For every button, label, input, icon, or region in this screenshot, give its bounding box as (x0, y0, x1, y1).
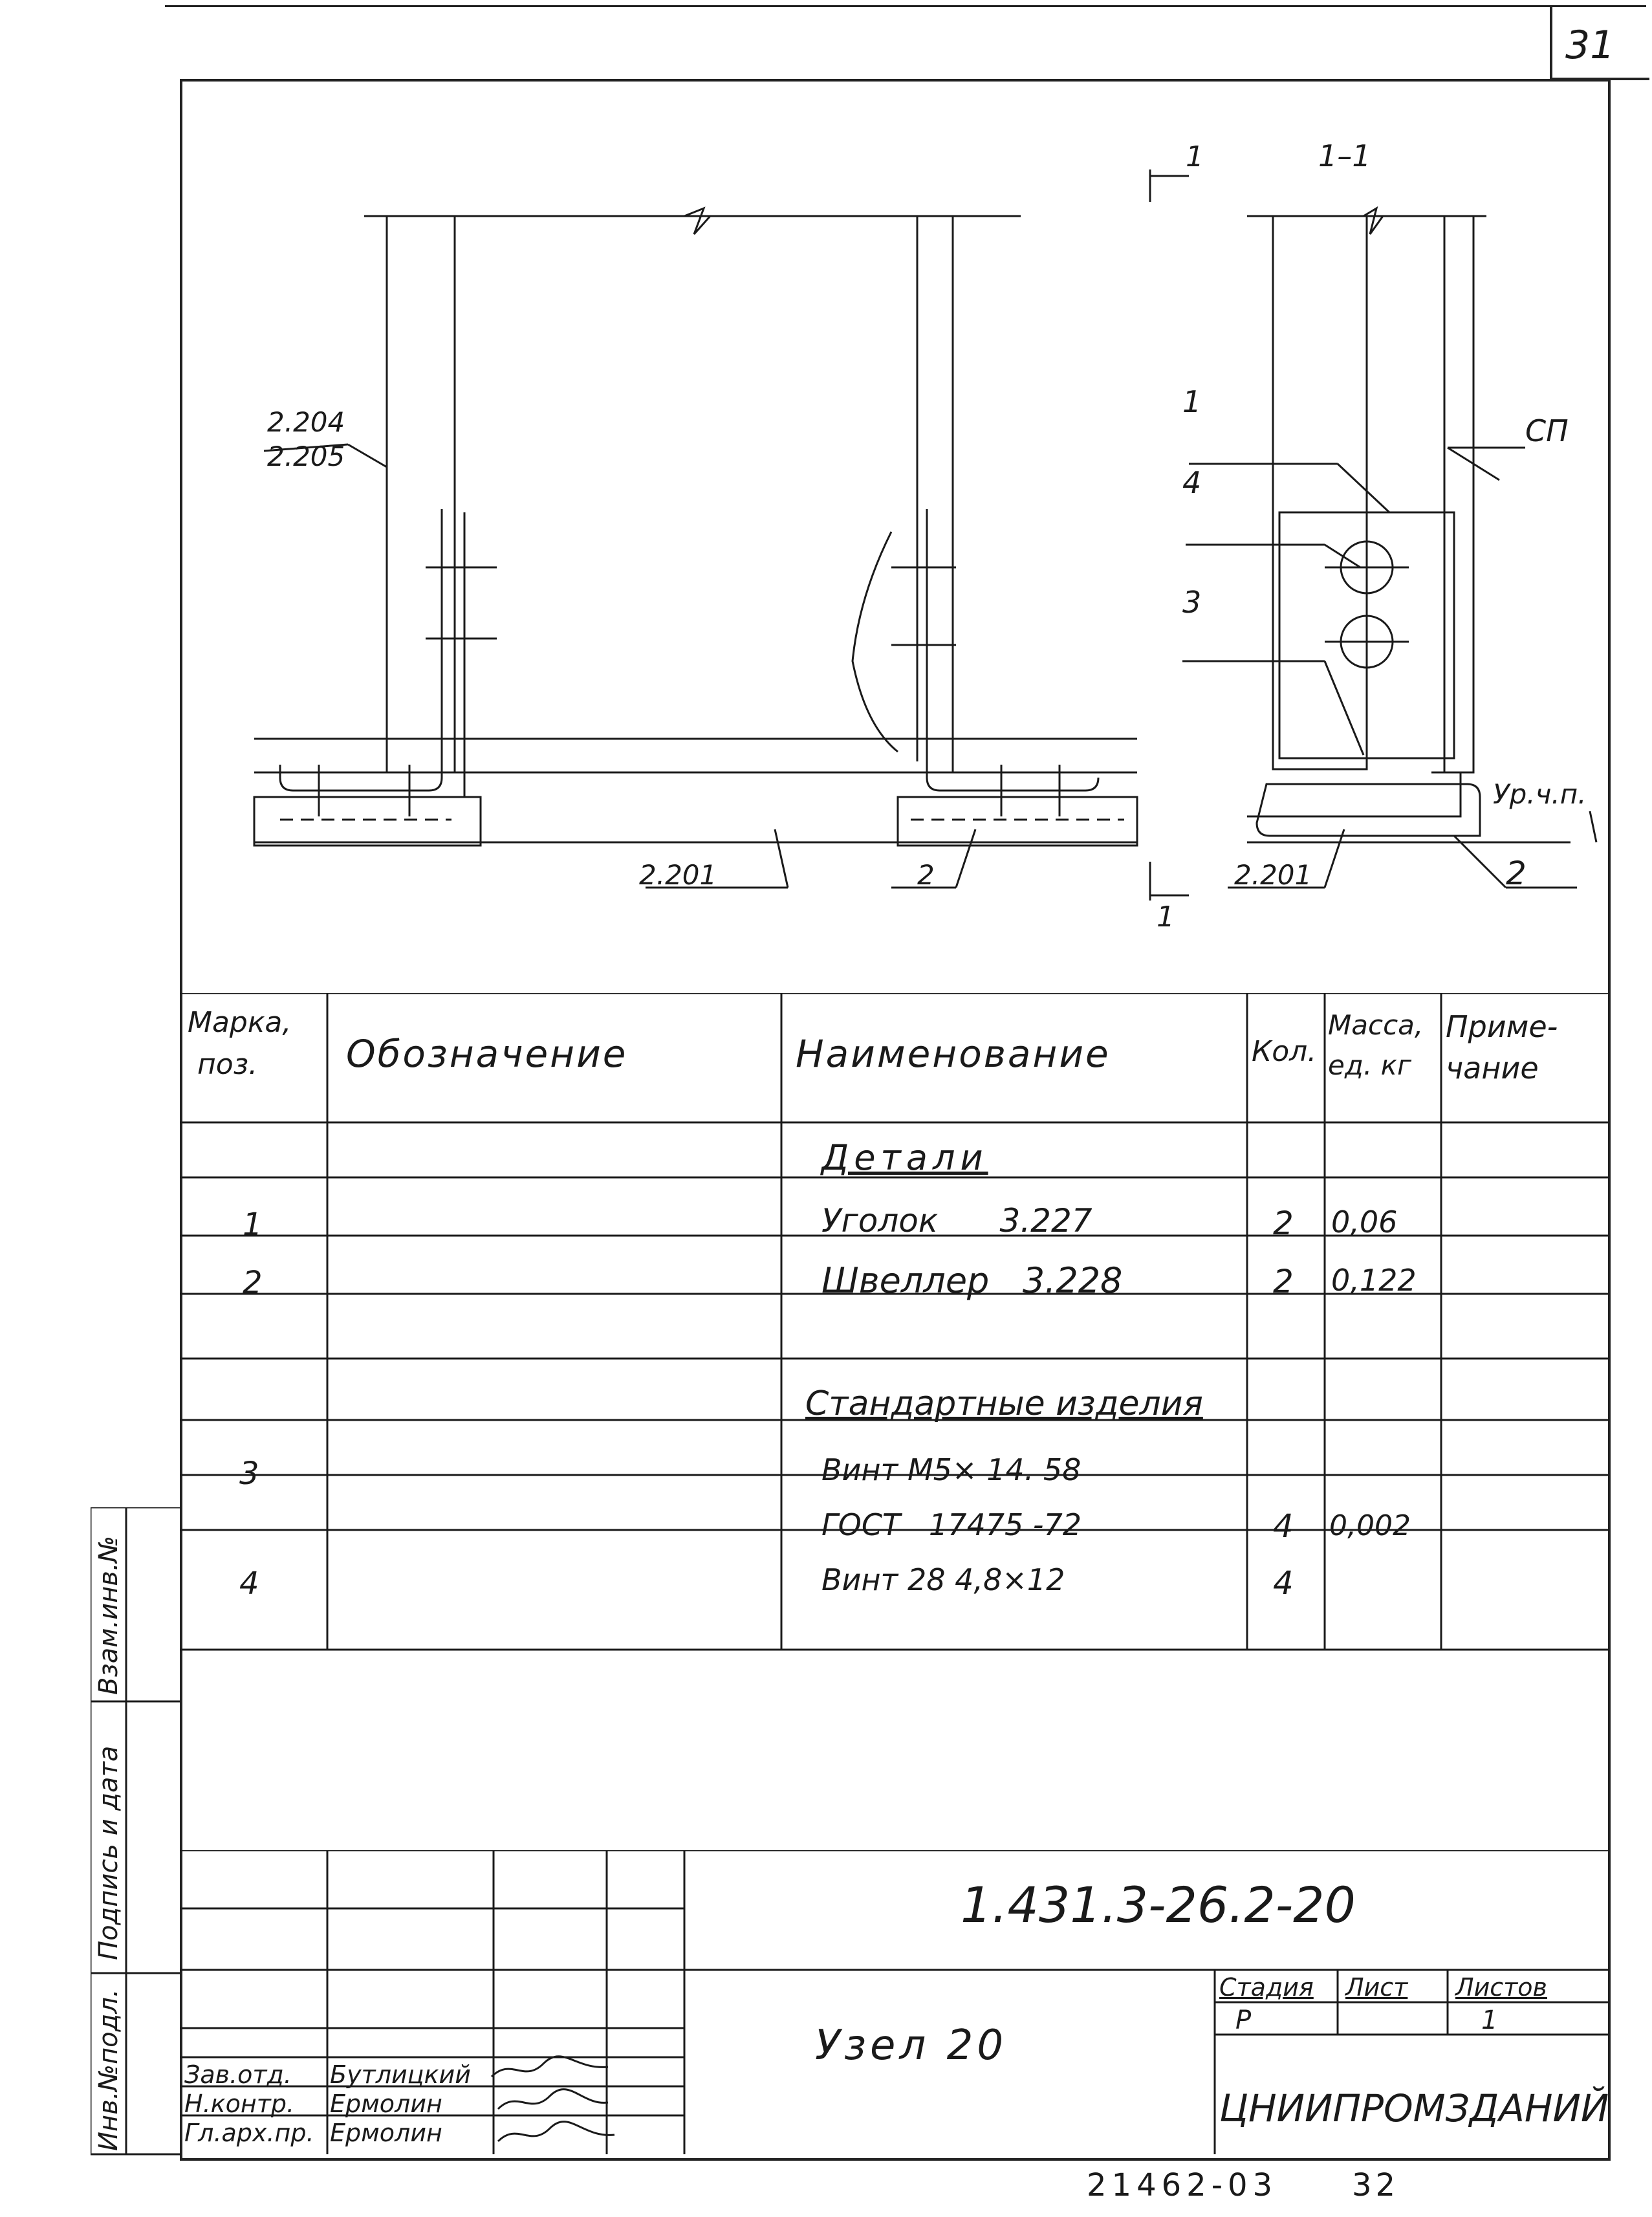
signature-name: Ермолин (330, 2090, 442, 2118)
sheet-number: 31 (1565, 23, 1615, 68)
top-rule (165, 5, 1646, 7)
row-qty: 4 (1273, 1507, 1294, 1545)
side-vzam-inv: Взам.инв.№ (94, 1535, 124, 1695)
handwritten-signatures (485, 2051, 621, 2154)
sheets-value: 1 (1481, 2005, 1498, 2035)
label-2-a: 2 (917, 859, 935, 891)
spec-table-grid (180, 993, 1609, 1659)
organization: ЦНИИПРОМЗДАНИЙ (1219, 2086, 1609, 2130)
label-2201-b: 2.201 (1234, 859, 1312, 891)
drawing-title: Узел 20 (815, 2022, 1008, 2070)
signature-name: Бутлицкий (330, 2060, 471, 2089)
signature-name: Ермолин (330, 2119, 442, 2147)
label-2204: 2.204 (267, 406, 345, 438)
label-2205: 2.205 (267, 441, 345, 472)
section-mark-bottom: 1 (1157, 901, 1175, 934)
row-name: ГОСТ 17475 -72 (821, 1507, 1082, 1542)
label-sp: СП (1525, 413, 1569, 448)
label-2-b: 2 (1506, 855, 1527, 892)
row-name: Винт М5× 14. 58 (821, 1452, 1081, 1487)
row-name: Швеллер 3.228 (821, 1260, 1123, 1301)
row-name-section-standard: Стандартные изделия (805, 1384, 1203, 1423)
sheet-label: Лист (1345, 1973, 1408, 2002)
label-4: 4 (1182, 465, 1202, 500)
header-note-line1: Приме- (1446, 1009, 1558, 1044)
row-qty: 2 (1273, 1263, 1294, 1300)
row-mass: 0,122 (1331, 1263, 1417, 1298)
label-2201-a: 2.201 (639, 859, 717, 891)
label-3: 3 (1182, 585, 1202, 620)
label-1: 1 (1182, 384, 1202, 419)
header-note-line2: чание (1446, 1051, 1539, 1086)
node-drawing (180, 79, 1609, 998)
signature-role: Гл.арх.пр. (184, 2119, 314, 2147)
header-mark-line2: поз. (197, 1048, 258, 1081)
row-pos: 3 (239, 1456, 259, 1492)
stage-label: Стадия (1219, 1973, 1314, 2002)
signature-role: Зав.отд. (184, 2060, 292, 2089)
row-pos: 2 (243, 1265, 263, 1301)
row-qty: 2 (1273, 1205, 1294, 1242)
drawing-code: 1.431.3-26.2-20 (961, 1876, 1356, 1934)
header-mark-line1: Марка, (188, 1006, 292, 1039)
row-pos: 1 (243, 1207, 263, 1243)
side-inv-podl: Инв.№подл. (94, 1989, 124, 2151)
row-qty: 4 (1273, 1564, 1294, 1602)
stage-value: Р (1235, 2005, 1252, 2035)
side-sign-date: Подпись и дата (94, 1745, 124, 1960)
row-mass: 0,06 (1331, 1205, 1398, 1240)
row-pos: 4 (239, 1566, 259, 1602)
header-name: Наименование (796, 1032, 1111, 1076)
header-designation: Обозначение (346, 1032, 628, 1076)
footer-page: 32 (1352, 2167, 1400, 2203)
header-mass-line1: Масса, (1328, 1009, 1424, 1041)
row-name: Винт 28 4,8×12 (821, 1562, 1065, 1597)
label-level: Ур.ч.п. (1493, 778, 1587, 810)
section-mark-top: 1 (1186, 140, 1204, 173)
row-name-section-details: Детали (821, 1137, 988, 1178)
row-mass: 0,002 (1329, 1509, 1411, 1542)
signature-role: Н.контр. (184, 2090, 295, 2118)
archive-number: 21462-03 (1087, 2167, 1278, 2203)
header-mass-line2: ед. кг (1328, 1049, 1412, 1081)
header-qty: Кол. (1252, 1035, 1317, 1068)
row-name: Уголок 3.227 (821, 1202, 1092, 1240)
section-title: 1–1 (1318, 138, 1371, 173)
sheets-label: Листов (1455, 1973, 1547, 2002)
